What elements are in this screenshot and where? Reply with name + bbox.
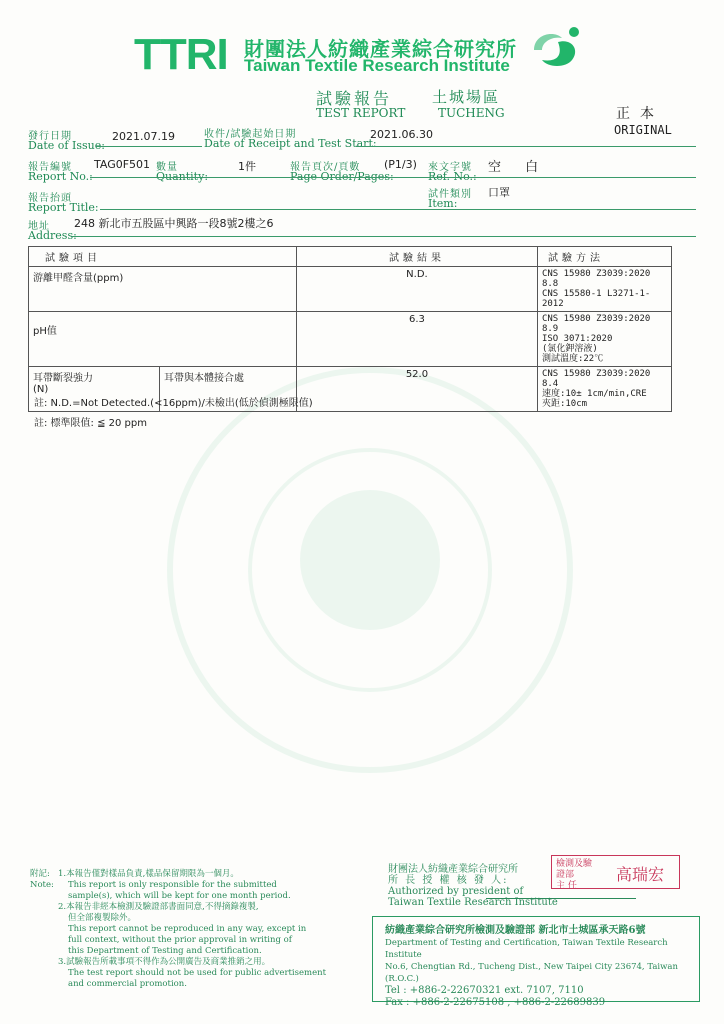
report-no-label-en: Report No.: [28,170,93,183]
address-label-zh: 地址 [28,221,50,232]
original-en: ORIGINAL [614,123,672,137]
method-line: ISO 3071:2020 [541,334,613,344]
cell-result: 52.0 [296,367,537,412]
note-nd: 註: N.D.=Not Detected.(<16ppm)/未檢出(低於偵測極限值) [34,398,313,409]
item-unit: (N) [33,384,49,395]
date-issue-label-en: Date of Issue: [28,139,105,152]
note-line: full context, without the prior approval in writing of [68,935,292,945]
dept-tel: Tel : +886-2-22670321 ext. 7107, 7110 [385,985,584,996]
address-label-en: Address: [28,229,77,242]
department-info [385,925,699,1009]
method-line: 速度:10± 1cm/min,CRE [541,389,647,399]
receipt-label-en: Date of Receipt and Test Start: [204,137,377,150]
original-zh: 正本 [616,106,664,122]
auth-line: 財團法人紡織產業綜合研究所 [388,864,518,875]
header-result: 試驗結果 [296,247,537,267]
note-line: The test report should not be used for public advertisement [68,968,327,978]
date-issue-value: 2021.07.19 [112,130,175,143]
report-no-value: TAG0F501 [94,158,151,171]
institute-name-en: Taiwan Textile Research Institute [244,56,510,75]
item-value: 口罩 [488,186,510,199]
underline [96,146,202,147]
ref-label-zh: 來文字號 [428,162,472,173]
report-title-label-en: Report Title: [28,201,99,214]
underline [72,236,696,237]
note-line: this Department of Testing and Certification. [68,946,262,956]
note-line: This report cannot be reproduced in any way, except in [68,924,307,934]
note-line: 2.本報告非經本檢測及驗證部書面同意,不得摘錄複製, [58,902,259,912]
underline [90,177,696,178]
cell-method [537,267,671,312]
underline [356,146,696,147]
dept-line: 紡織產業綜合研究所檢測及驗證部 新北市土城區承天路6號 [385,925,646,936]
department-box [372,916,700,1008]
method-line: 夾距:10cm [541,399,588,409]
method-line: (氯化鉀溶液) [541,344,598,354]
dept-fax: Fax : +886-2-22675108 , +886-2-22689839 [385,997,606,1008]
note-line: 1.本報告僅對樣品負責,樣品保留期限為一個月。 [58,869,239,879]
ttri-emblem-icon [528,22,584,72]
cell-item: pH值 [29,312,297,367]
method-line: CNS 15980 Z3039:2020 8.8 [541,269,651,289]
report-title-en: TEST REPORT [316,106,406,120]
method-line: CNS 15980 Z3039:2020 8.4 [541,369,651,389]
ref-label-en: Ref. No.: [428,170,477,183]
footer-notes [58,869,328,990]
note-line: 但全部複製除外。 [68,913,137,923]
stamp-name: 高瑞宏 [616,865,665,884]
stamp-line: 主 任 [556,881,577,891]
cell-item: 游離甲醛含量(ppm) [29,267,297,312]
cell-result: N.D. [296,267,537,312]
ref-value: 空 白 [488,160,549,175]
results-table [28,246,672,412]
note-line: This report is only responsible for the submitted [68,880,277,890]
location-zh: 土城場區 [432,88,501,106]
note-line: and commercial promotion. [68,979,187,989]
cell-method [537,367,671,412]
header-method: 試驗方法 [537,247,671,267]
watermark-seal [160,360,580,780]
location-en: TUCHENG [438,106,505,120]
date-issue-label-zh: 發行日期 [28,131,72,142]
signature-line [486,898,636,899]
quantity-label-zh: 數量 [156,162,178,173]
cell-subitem: 耳帶與本體接合處 [160,367,297,412]
auth-line: Authorized by president of [388,886,524,897]
footer-note-label-zh: 附記: [30,869,50,879]
header-item: 試驗項目 [29,247,297,267]
page-value: (P1/3) [384,158,417,171]
stamp-line: 檢測及驗證部 [556,859,593,880]
dept-line: No.6, Chengtian Rd., Tucheng Dist., New Taipei City 23674, Taiwan (R.O.C.) [385,962,678,984]
auth-line: Taiwan Textile Research Institute [388,897,558,908]
table-header-row [29,247,672,267]
institute-name-zh: 財團法人紡織產業綜合研究所 [244,37,517,61]
report-no-label-zh: 報告編號 [28,162,72,173]
report-title-zh: 試驗報告 [316,89,393,108]
signature-stamp [551,855,680,889]
authorization-block [388,864,558,908]
address-value: 248 新北市五股區中興路一段8號2樓之6 [74,217,274,230]
page-label-en: Page Order/Pages: [290,170,394,183]
table-row [29,267,672,312]
note-limit: 註: 標準限值: ≦ 20 ppm [34,418,147,429]
cell-result: 6.3 [296,312,537,367]
method-line: CNS 15580-1 L3271-1-2012 [541,289,651,309]
note-line: 3.試驗報告所載事項不得作為公開廣告及商業推銷之用。 [58,957,271,967]
note-line: sample(s), which will be kept for one month period. [68,891,291,901]
table-row [29,312,672,367]
dept-line: Department of Testing and Certification, Taiwan Textile Research Institute [385,938,668,960]
footer-note-label-en: Note: [30,880,54,890]
item-label-en: Item: [428,197,458,210]
auth-line: 所 長 授 權 核 發 人: [388,875,509,886]
cell-method [537,312,671,367]
item-label-zh: 試件類別 [428,189,472,200]
receipt-value: 2021.06.30 [370,128,433,141]
stamp-title [556,859,596,892]
underline [100,209,696,210]
item-line: 耳帶斷裂強力 [33,373,93,384]
page-label-zh: 報告頁次/頁數 [290,162,361,173]
quantity-label-en: Quantity: [156,170,209,183]
receipt-label-zh: 收件/試驗起始日期 [204,129,297,140]
report-title-label-zh: 報告抬頭 [28,193,72,204]
method-line: 測試溫度:22℃ [541,354,604,364]
method-line: CNS 15980 Z3039:2020 8.9 [541,314,651,334]
ttri-logo: TTRI [134,30,228,79]
quantity-value: 1件 [238,160,256,173]
